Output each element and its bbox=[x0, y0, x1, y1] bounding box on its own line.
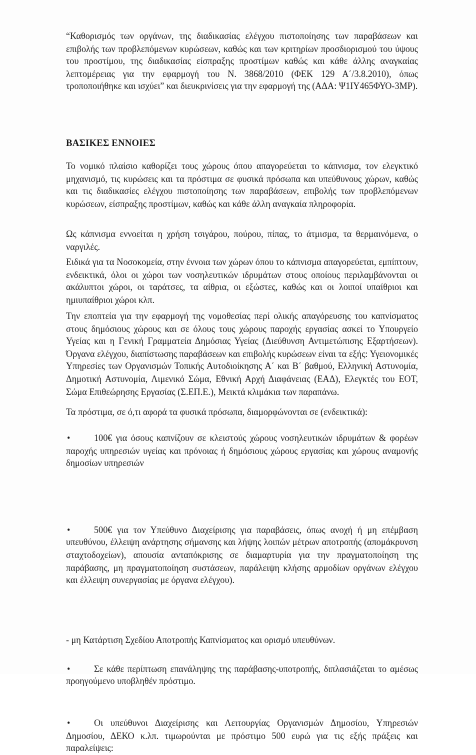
bullet-item-public-managers bbox=[66, 717, 418, 755]
bullet-marker: • bbox=[67, 433, 71, 443]
bullet-marker: • bbox=[67, 524, 71, 535]
bullet-item-repeat-offense bbox=[66, 663, 418, 688]
intro-paragraph-block bbox=[66, 30, 418, 93]
bullet-text: 500€ για τον Υπεύθυνο Διαχείρισης για παραβάσεις, όπως ανοχή ή μη επέμβαση υπευθύνου, έλλειψη ανάρτησης σήμανσης και λήψης λοιπών μέτρων αποτροπής (απομάκρυνση σταχτοδοχείων), απουσία ανταπόκρισης σε διαμαρτυρία για την πραγματοποίηση της παράβασης, μη πραγματοποίηση συστάσεων, παράλειψη κλήσης αρμοδίων οργάνων ελέγχου και έλλειψη συνεργασίας με όργανα ελέγχου). bbox=[66, 524, 418, 586]
dash-item-block bbox=[66, 634, 418, 647]
paragraph-hospitals-block bbox=[66, 256, 418, 306]
paragraph-legal-framework-block bbox=[66, 160, 418, 210]
bullet-item-smokers-fine bbox=[66, 432, 418, 470]
paragraph-supervision: Την εποπτεία για την εφαρμογή της νομοθεσίας περί ολικής απαγόρευσης του καπνίσματος στους δημόσιους χώρους και σε όλους τους χώρους παροχής εργασίας ασκεί το Υπουργείο Υγείας και η Γενική Γραμματεία Δημόσιας Υγείας (Διεύθυνση Αντιμετώπισης Εξαρτήσεων). Όργανα ελέγχου, διαπίστωσης παραβάσεων και επιβολής κυρώσεων είναι τα εξής: Υγειονομικές Υπηρεσίες των Οργανισμών Τοπικής Αυτοδιοίκησης Α΄ και Β΄ βαθμού, Ελληνική Αστυνομία, Δημοτική Αστυνομία, Λιμενικό Σώμα, Εθνική Αρχή Διαφάνειας (ΕΑΔ), Ελεγκτές του ΕΟΤ, Σώμα Επιθεώρησης Εργασίας (Σ.ΕΠ.Ε.), Μεικτά κλιμάκια των παραπάνω. bbox=[66, 311, 418, 397]
intro-paragraph: “Καθορισμός των οργάνων, της διαδικασίας ελέγχου πιστοποίησης των παραβάσεων και επιβολής των προβλεπόμενων κυρώσεων, καθώς και των κριτηρίων προσδιορισμού του ύψους του προστίμου, της διαδικασίας είσπραξης προστίμων καθώς και κάθε άλλης αναγκαίας λεπτομέρειας για την εφαρμογή του Ν. 3868/2010 (ΦΕΚ 129 Α΄/3.8.2010), όπως τροποποιήθηκε και ισχύει” και διευκρινίσεις για την εφαρμογή της (ΑΔΑ: Ψ1ΙΥ465ΦΥΟ-3ΜΡ). bbox=[66, 31, 418, 92]
paragraph-smoking-definition-block bbox=[66, 228, 418, 253]
section-heading: ΒΑΣΙΚΕΣ ΕΝΝΟΙΕΣ bbox=[66, 139, 156, 149]
bullet-item-manager-fine bbox=[66, 524, 418, 587]
paragraph-supervision-block bbox=[66, 310, 418, 398]
paragraph-fines-intro: Τα πρόστιμα, σε ό,τι αφορά τα φυσικά πρόσωπα, διαμορφώνονται σε (ενδεικτικά): bbox=[66, 407, 368, 417]
bullet-marker: • bbox=[67, 663, 71, 674]
paragraph-legal-framework: Το νομικό πλαίσιο καθορίζει τους χώρους όπου απαγορεύεται το κάπνισμα, τον ελεγκτικό μηχανισμό, τις κυρώσεις και τα πρόστιμα σε φυσικά πρόσωπα και υπεύθυνους χώρων, καθώς και τις διαδικασίες ελέγχου πιστοποίησης των παραβάσεων, επιβολής των προβλεπόμενων κυρώσεων, είσπραξης προστίμων, καθώς και κάθε άλλη αναγκαία πληροφορία. bbox=[66, 161, 418, 209]
section-heading-block bbox=[66, 138, 418, 151]
bullet-marker: • bbox=[67, 717, 71, 728]
bullet-text: 100€ για όσους καπνίζουν σε κλειστούς χώρους νοσηλευτικών ιδρυμάτων & φορέων παροχής υπηρεσιών υγείας και πρόνοιας ή δημόσιους χώρους εργασίας και χώρους αναμονής δημοσίων υπηρεσιών bbox=[66, 433, 418, 469]
bullet-text: Σε κάθε περίπτωση επανάληψης της παράβασης-υποτροπής, διπλασιάζεται το αμέσως προηγούμενο υποβληθέν πρόστιμο. bbox=[66, 663, 418, 687]
bullet-text: Οι υπεύθυνοι Διαχείρισης και Λειτουργίας Οργανισμών Δημοσίου, Υπηρεσιών Δημοσίου, ΔΕΚΟ κ.λπ. τιμωρούνται με πρόστιμο 500 ευρώ για τις εξής πράξεις και παραλείψεις: bbox=[66, 717, 418, 754]
paragraph-fines-intro-block bbox=[66, 406, 418, 419]
paragraph-hospitals: Ειδικά για τα Νοσοκομεία, στην έννοια των χώρων όπου το κάπνισμα απαγορεύεται, εμπίπτουν, ενδεικτικά, όλοι οι χώροι των νοσηλευτικών ιδρυμάτων στους οποίους περιλαμβάνονται οι ακάλυπτοι χώροι, οι ταράτσες, τα αίθρια, οι εξώστες, καθώς και οι λοιποί υπαίθριοι και ημιυπαίθριοι χώροι κλπ. bbox=[66, 257, 418, 305]
dash-item-smoking-prevention-plan: - μη Κατάρτιση Σχεδίου Αποτροπής Καπνίσματος και ορισμό υπευθύνων. bbox=[66, 635, 336, 645]
paragraph-smoking-definition: Ως κάπνισμα εννοείται η χρήση τσιγάρου, πούρου, πίπας, το άτμισμα, τα θερμαινόμενα, ο ναργιλές. bbox=[66, 229, 418, 252]
